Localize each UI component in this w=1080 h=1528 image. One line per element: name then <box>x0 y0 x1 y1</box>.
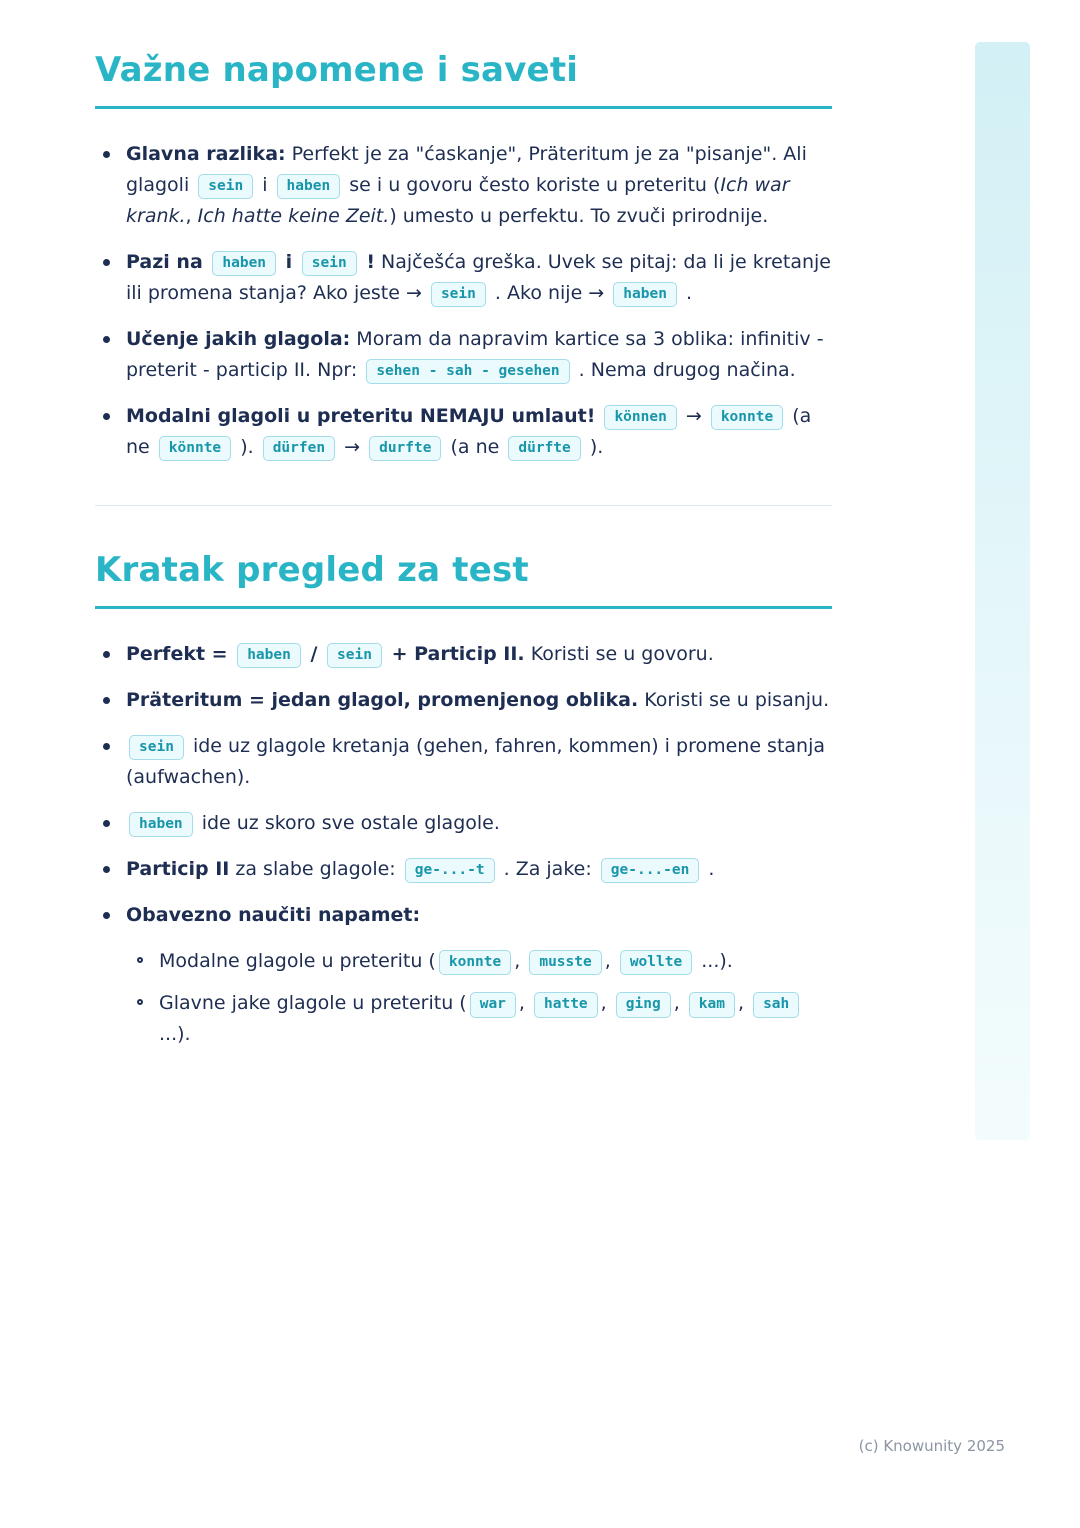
bullet-marker <box>103 151 110 158</box>
list-item <box>103 685 832 716</box>
text-segment: Koristi se u govoru. <box>524 642 714 665</box>
bullet-marker <box>103 259 110 266</box>
text-segment: . <box>679 281 693 304</box>
text-segment: , <box>737 992 751 1015</box>
bold-text: Perfekt = <box>126 642 235 665</box>
list-item <box>103 900 832 931</box>
code-chip: sein <box>431 282 486 307</box>
code-chip: wollte <box>620 950 692 975</box>
list-item-content <box>126 639 714 670</box>
code-chip: durfte <box>369 436 441 461</box>
list-item-content <box>126 401 832 463</box>
bold-text: / <box>303 642 325 665</box>
bold-text: i <box>279 250 299 273</box>
bullet-marker <box>103 651 110 658</box>
code-chip: konnte <box>711 405 783 430</box>
text-segment: se i u govoru često koriste u preteritu ( <box>343 173 721 196</box>
bullet-marker <box>103 697 110 704</box>
code-chip: haben <box>237 643 301 668</box>
code-chip: ge-...-en <box>601 858 700 883</box>
code-chip: sein <box>302 251 357 276</box>
bold-text: Pazi na <box>126 250 210 273</box>
list-item <box>103 731 832 793</box>
code-chip: haben <box>129 812 193 837</box>
list-item-content <box>126 731 832 793</box>
code-chip: konnte <box>439 950 511 975</box>
code-chip: musste <box>529 950 601 975</box>
sub-list-item <box>137 988 832 1050</box>
text-segment: ). <box>583 435 604 458</box>
list-item-content <box>126 247 832 309</box>
text-segment: → <box>679 404 708 427</box>
code-chip: sah <box>753 992 799 1017</box>
text-segment: (a ne <box>126 404 812 458</box>
code-chip: könnte <box>159 436 231 461</box>
notes-page <box>95 50 832 1062</box>
text-segment: , <box>604 949 617 972</box>
bullet-list-vazne-napomene <box>103 139 832 463</box>
list-item-content <box>159 946 733 977</box>
sub-list-item <box>137 946 832 977</box>
section-title-vazne-napomene: Važne napomene i saveti <box>95 50 832 109</box>
text-segment: . Nema drugog načina. <box>572 358 796 381</box>
list-item-content <box>126 808 500 839</box>
code-chip: kam <box>689 992 735 1017</box>
text-segment: Glavne jake glagole u preteritu ( <box>159 992 467 1015</box>
bold-text: Učenje jakih glagola: <box>126 327 351 350</box>
bold-text: Präteritum = jedan glagol, promenjenog oblika. <box>126 688 639 711</box>
text-segment: Moram da napravim kartice sa 3 oblika: infinitiv - preterit - particip II. Npr: <box>126 327 824 381</box>
text-segment: . <box>702 857 715 880</box>
code-chip: dürfte <box>508 436 580 461</box>
section-divider <box>95 505 832 506</box>
bullet-marker <box>103 912 110 919</box>
code-chip: haben <box>613 282 677 307</box>
text-segment: , <box>518 992 532 1015</box>
code-chip: dürfen <box>263 436 335 461</box>
text-segment: ...). <box>159 1023 191 1046</box>
text-segment: i <box>256 173 274 196</box>
text-segment: ide uz skoro sve ostale glagole. <box>195 811 500 834</box>
text-segment: Najčešća greška. Uvek se pitaj: da li je kretanje ili promena stanja? Ako jeste → <box>126 250 831 304</box>
code-chip: ging <box>616 992 671 1017</box>
code-chip: ge-...-t <box>405 858 495 883</box>
code-chip: können <box>604 405 676 430</box>
list-item-content <box>159 988 832 1050</box>
bullet-marker <box>103 743 110 750</box>
code-chip: war <box>470 992 516 1017</box>
bold-text: Particip II <box>126 857 230 880</box>
bold-text: Obavezno naučiti napamet: <box>126 903 421 926</box>
list-item <box>103 808 832 839</box>
code-chip: hatte <box>534 992 598 1017</box>
text-segment: Perfekt je za "ćaskanje", Präteritum je za "pisanje". Ali glagoli <box>126 143 807 196</box>
bullet-marker <box>103 336 110 343</box>
text-segment: Modalne glagole u preteritu ( <box>159 949 436 972</box>
text-segment: , <box>673 992 686 1015</box>
list-item-content <box>126 900 420 931</box>
list-item <box>103 854 832 885</box>
text-segment: . Ako nije → <box>488 281 611 304</box>
bullet-marker <box>137 999 143 1005</box>
text-segment: . Za jake: <box>497 857 598 880</box>
text-segment: , <box>600 992 613 1015</box>
text-segment: → <box>338 435 367 458</box>
list-item-content <box>126 324 832 386</box>
list-item-content <box>126 139 832 232</box>
text-segment: ...). <box>695 949 733 972</box>
code-chip: sein <box>198 174 253 199</box>
code-chip: sein <box>129 735 184 760</box>
list-item <box>103 324 832 386</box>
list-item-content <box>126 854 714 885</box>
section-title-kratak-pregled: Kratak pregled za test <box>95 550 832 609</box>
text-segment: (a ne <box>444 435 506 458</box>
code-chip: haben <box>212 251 276 276</box>
list-item <box>103 639 832 670</box>
text-segment: , <box>514 949 527 972</box>
text-segment <box>595 405 601 427</box>
code-chip: sehen - sah - gesehen <box>366 359 569 384</box>
bullet-marker <box>137 957 143 963</box>
code-chip: haben <box>277 174 341 199</box>
text-segment: za slabe glagole: <box>229 857 402 880</box>
bullet-marker <box>103 866 110 873</box>
text-segment: ) umesto u perfektu. To zvuči prirodnije. <box>389 204 769 227</box>
bullet-list-kratak-pregled <box>103 639 832 1051</box>
footer-credit: (c) Knowunity 2025 <box>858 1437 1005 1455</box>
list-item <box>103 139 832 232</box>
code-chip: sein <box>327 643 382 668</box>
text-segment: , <box>185 204 198 227</box>
list-item <box>103 401 832 463</box>
text-segment: ide uz glagole kretanja (gehen, fahren, kommen) i promene stanja (aufwachen). <box>126 734 826 788</box>
side-accent-bar <box>975 42 1030 1140</box>
bold-text: + Particip II. <box>384 642 525 665</box>
bold-text: Glavna razlika: <box>126 143 286 165</box>
italic-text: Ich hatte keine Zeit. <box>197 204 390 227</box>
text-segment: Koristi se u pisanju. <box>638 688 830 711</box>
list-item <box>103 247 832 309</box>
text-segment: ). <box>234 435 260 458</box>
bold-text: ! <box>359 250 375 273</box>
italic-text: Ich war krank. <box>126 173 790 227</box>
bold-text: Modalni glagoli u preteritu NEMAJU umlaut! <box>126 404 596 427</box>
bullet-marker <box>103 820 110 827</box>
list-item-content <box>126 685 829 716</box>
bullet-marker <box>103 413 110 420</box>
